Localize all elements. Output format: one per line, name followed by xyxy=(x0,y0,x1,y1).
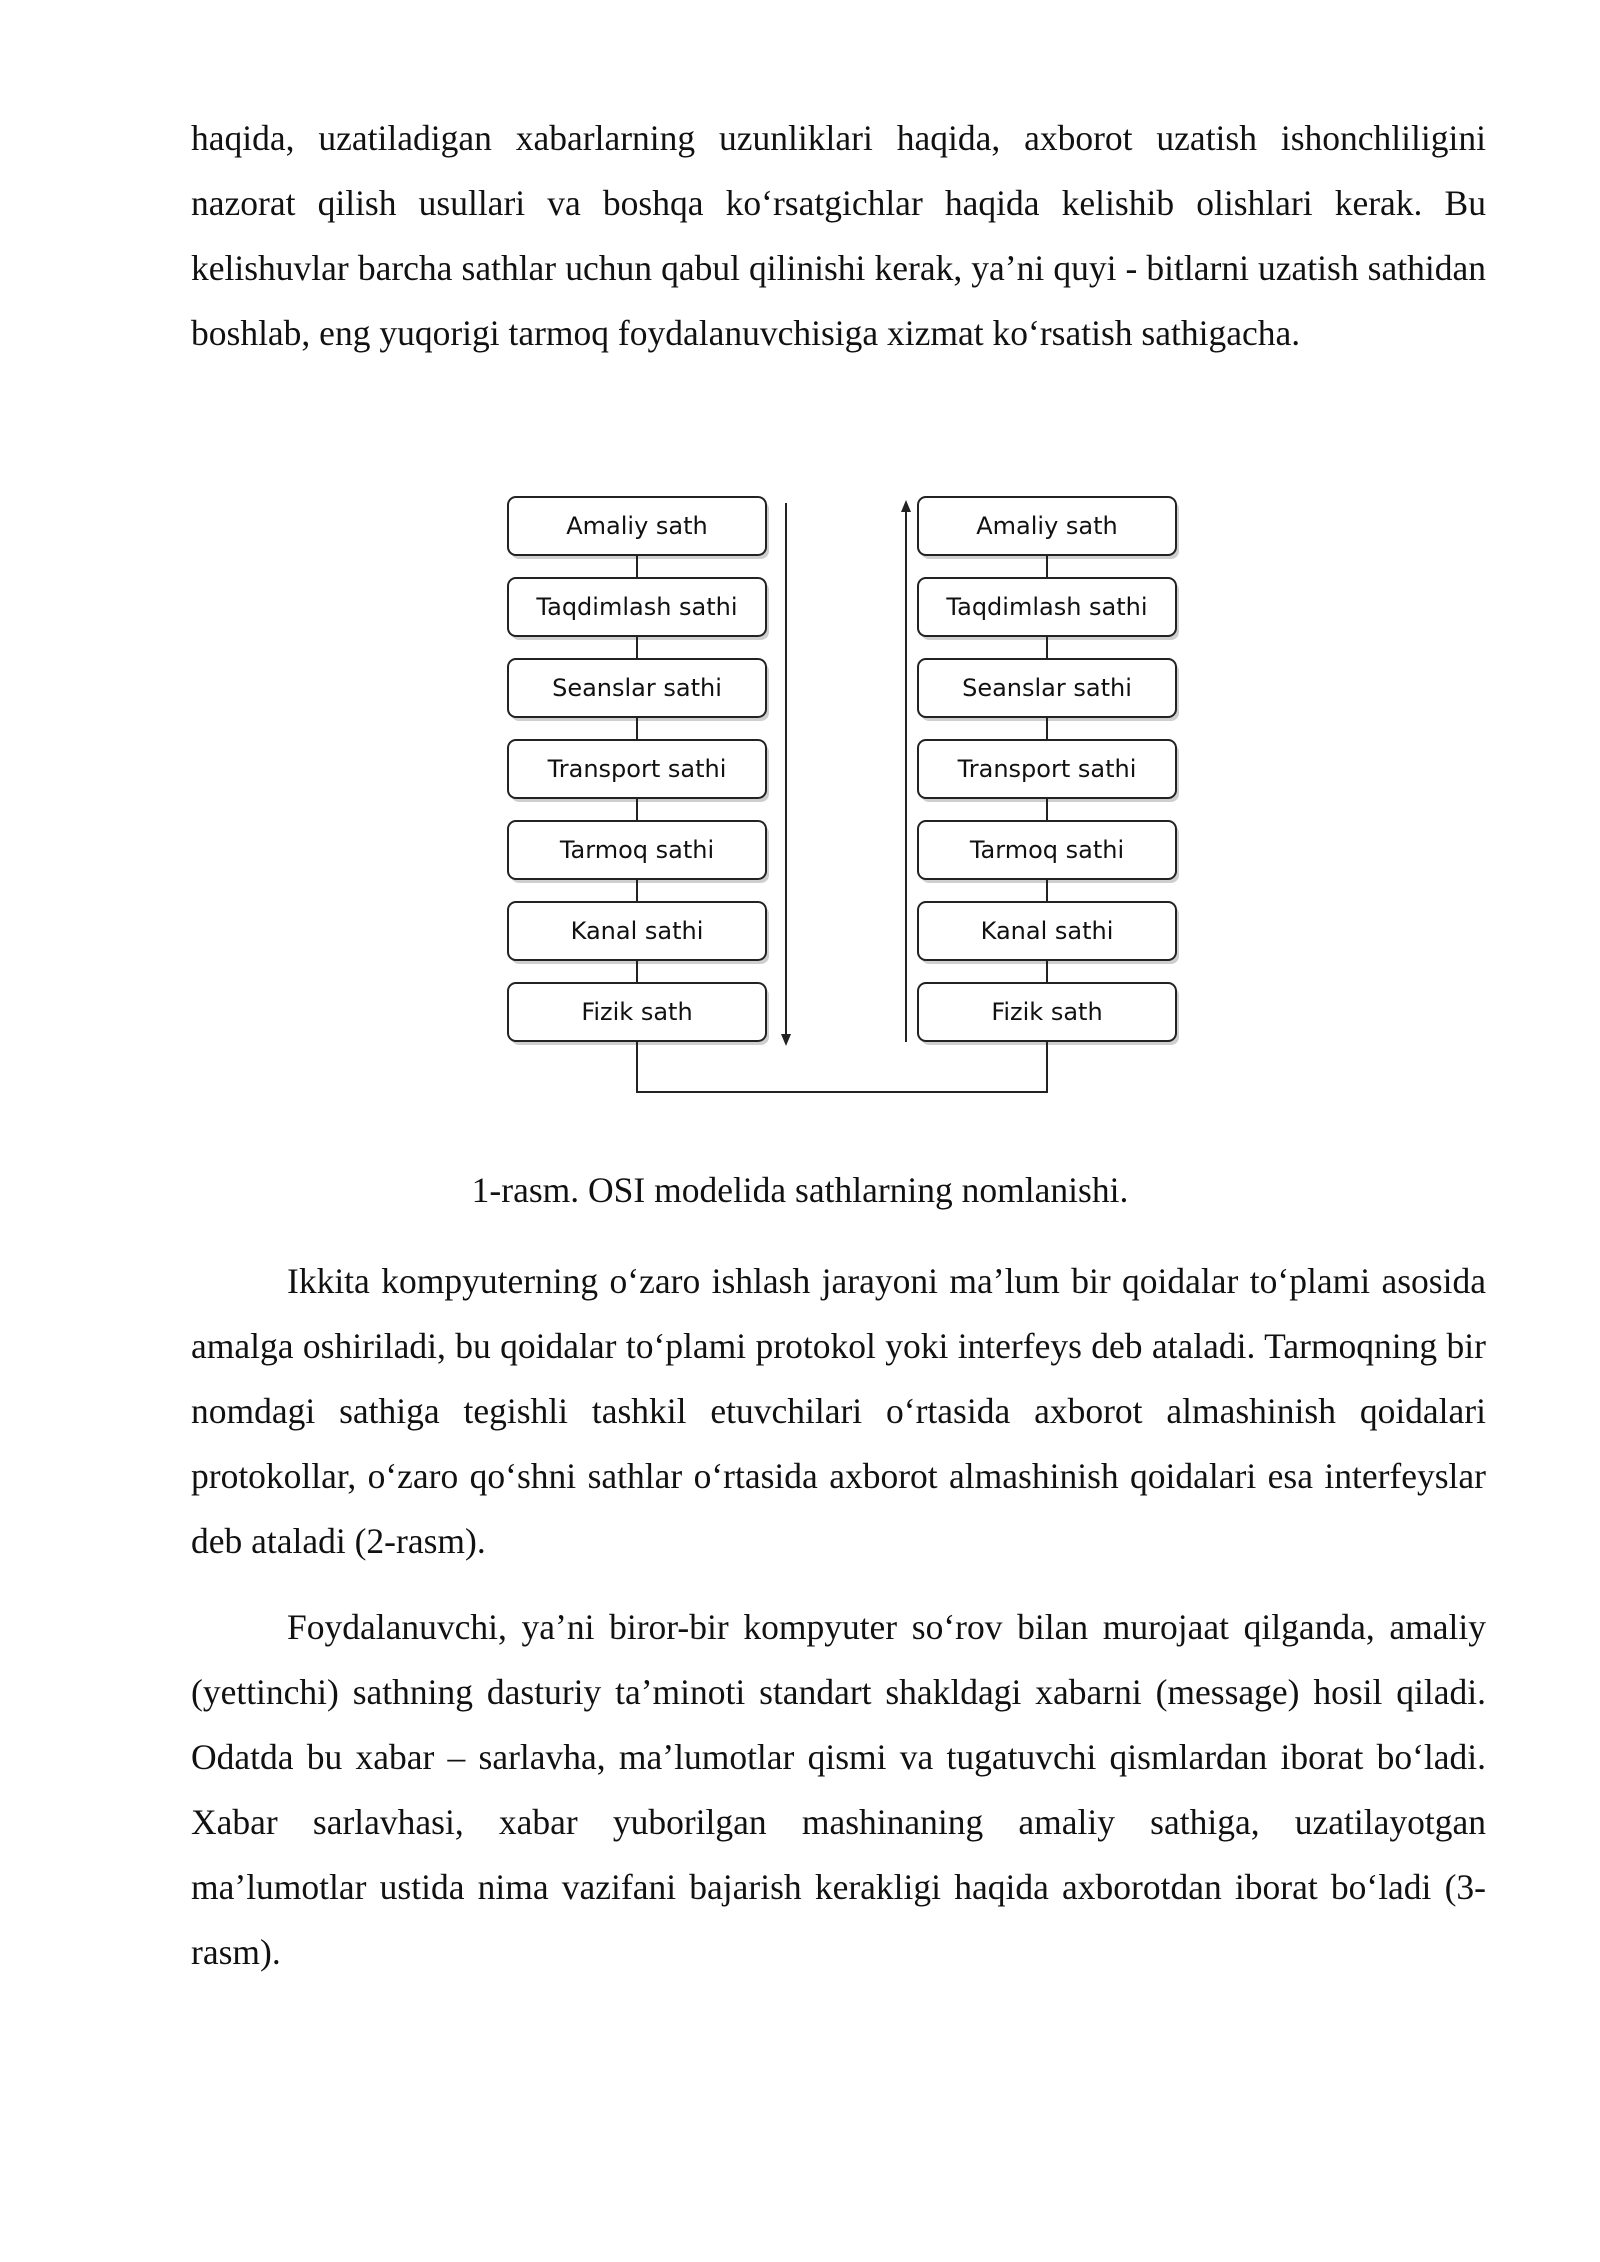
left-layer-label: Amaliy sath xyxy=(566,512,708,540)
right-layer-label: Tarmoq sathi xyxy=(969,836,1125,864)
right-layer-label: Fizik sath xyxy=(991,998,1103,1026)
right-layer-label: Amaliy sath xyxy=(976,512,1118,540)
right-layer-label: Taqdimlash sathi xyxy=(946,593,1148,621)
down-arrow-head xyxy=(781,1034,791,1046)
physical-medium-link xyxy=(637,1041,1047,1092)
paragraph-1: haqida, uzatiladigan xabarlarning uzunliklari haqida, axborot uzatish ishonchliligini nazorat qilish usullari va boshqa koʻrsatgichlar haqida kelishib olishlari kerak. Bu kelishuvlar barcha sathlar uchun qabul qilinishi kerak, yaʼni quyi - bitlarni uzatish sathidan boshlab, eng yuqorigi tarmoq foydalanuvchisiga xizmat koʻrsatish sathigacha. xyxy=(191,118,1486,353)
figure-caption: 1-rasm. OSI modelida sathlarning nomlanishi. xyxy=(471,1170,1129,1210)
left-layer-label: Kanal sathi xyxy=(570,917,704,945)
right-layer-label: Kanal sathi xyxy=(980,917,1114,945)
left-layer-label: Transport sathi xyxy=(547,755,727,783)
left-layer-label: Fizik sath xyxy=(581,998,693,1026)
left-layer-label: Taqdimlash sathi xyxy=(536,593,738,621)
right-layer-label: Seanslar sathi xyxy=(962,674,1132,702)
paragraph-2: Ikkita kompyuterning oʻzaro ishlash jarayoni maʼlum bir qoidalar toʻplami asosida amalga oshiriladi, bu qoidalar toʻplami protokol yoki interfeys deb ataladi. Tarmoqning bir nomdagi sathiga tegishli tashkil etuvchilari oʻrtasida axborot almashinish qoidalari protokollar, oʻzaro qoʻshni sathlar oʻrtasida axborot almashinish qoidalari esa interfeyslar deb ataladi (2-rasm). xyxy=(191,1261,1486,1561)
up-arrow-head xyxy=(901,500,911,512)
osi-model-diagram xyxy=(0,0,1600,1120)
left-layer-label: Seanslar sathi xyxy=(552,674,722,702)
left-layer-label: Tarmoq sathi xyxy=(559,836,715,864)
paragraph-3: Foydalanuvchi, yaʼni biror-bir kompyuter soʻrov bilan murojaat qilganda, amaliy (yettinchi) sathning dasturiy taʼminoti standart shakldagi xabarni (message) hosil qiladi. Odatda bu xabar – sarlavha, maʼlumotlar qismi va tugatuvchi qismlardan iborat boʻladi. Xabar sarlavhasi, xabar yuborilgan mashinaning amaliy sathiga, uzatilayotgan maʼlumotlar ustida nima vazifani bajarish kerakligi haqida axborotdan iborat boʻladi (3-rasm). xyxy=(191,1607,1486,1972)
right-layer-label: Transport sathi xyxy=(957,755,1137,783)
